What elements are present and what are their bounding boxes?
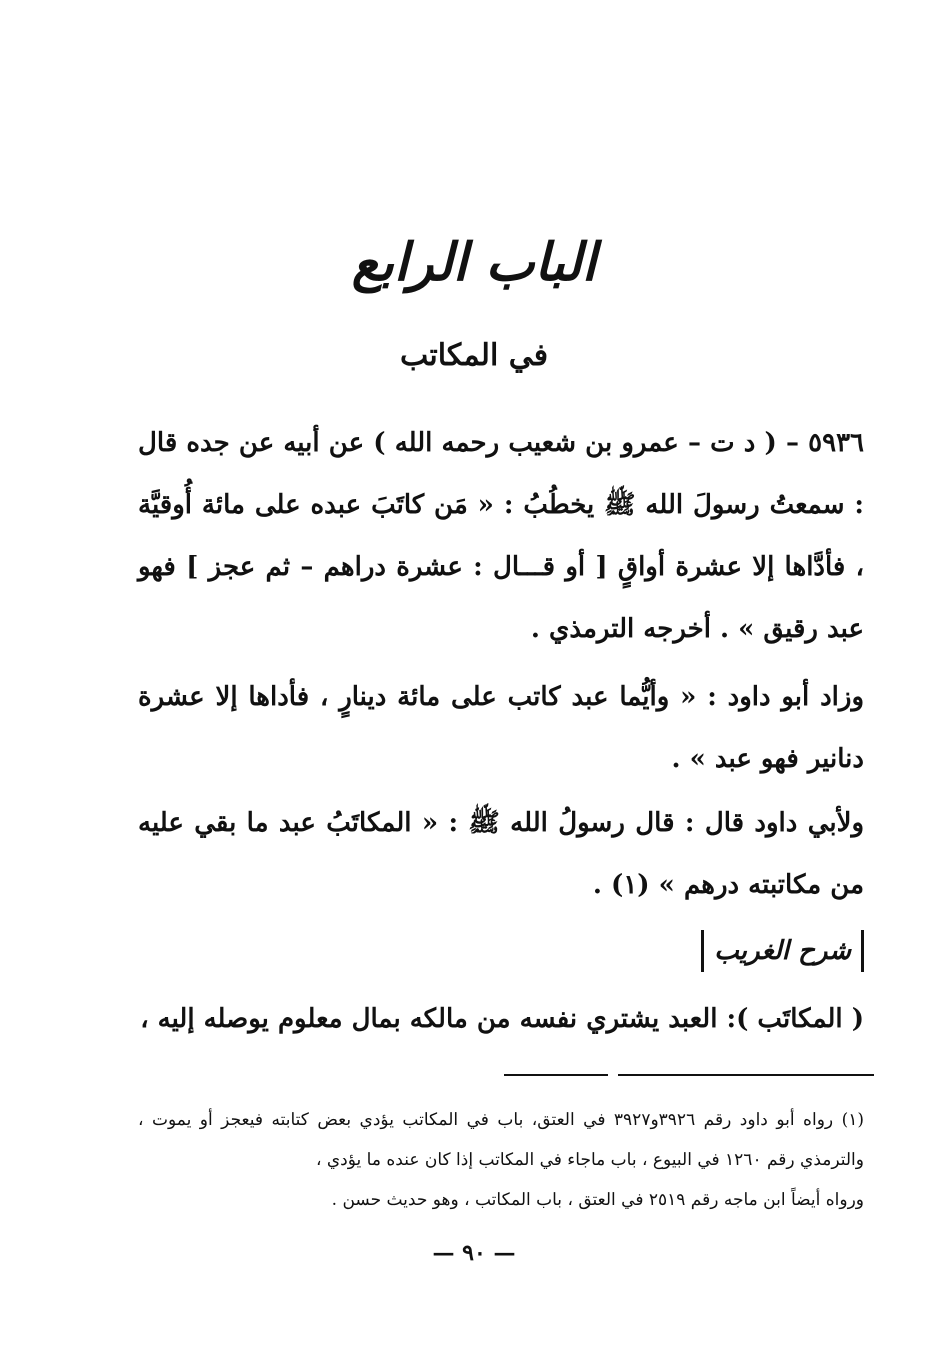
hadith-number: ٥٩٣٦ (808, 428, 865, 458)
footnote-divider-short (504, 1074, 608, 1076)
chapter-title: الباب الرابع (351, 232, 597, 293)
page-number: — ٩٠ — (432, 1240, 516, 1266)
sharh-text: ( المكاتَب ): العبد يشتري نفسه من مالكه بمال معلوم يوصله إليه ، (140, 1004, 864, 1034)
footnote-1-continued: ورواه أيضاً ابن ماجه رقم ٢٥١٩ في العتق ، باب المكاتب ، وهو حديث حسن . (331, 1190, 864, 1210)
abu-dawud-addition: وزاد أبو داود : « وأيُّما عبد كاتب على مائة دينارٍ ، فأداها إلا عشرة دنانير فهو عبد » . (138, 682, 864, 774)
footnotes (138, 1100, 864, 1220)
sharh-heading: شرح الغريب (701, 930, 864, 972)
hadith-paragraph (138, 412, 864, 660)
footnote-divider-long (618, 1074, 874, 1076)
chapter-subtitle: في المكاتب (399, 338, 549, 373)
footnote-1: (١) رواه أبو داود رقم ٣٩٢٦و٣٩٢٧ في العتق، باب في المكاتب يؤدي بعض كتابته فيعجز أو يموت ، والترمذي رقم ١٢٦٠ في البيوع ، باب ماجاء في المكاتب إذا كان عنده ما يؤدي ، (138, 1110, 864, 1170)
hadith-text: – ( د ت – عمرو بن شعيب رحمه الله ) عن أبيه عن جده قال : سمعتُ رسولَ الله ﷺ يخطُبُ : « مَن كاتَبَ عبده على مائة أُوقيَّة ، فأدَّاها إلا عشرة أواقٍ [ أو قـــال : عشرة دراهم – ثم عجز ] فهو عبد رقيق » . أخرجه الترمذي . (138, 428, 864, 644)
abu-dawud-narration: ولأبي داود قال : قال رسولُ الله ﷺ : « المكاتَبُ عبد ما بقي عليه من مكاتبته درهم » (١) . (138, 808, 865, 900)
